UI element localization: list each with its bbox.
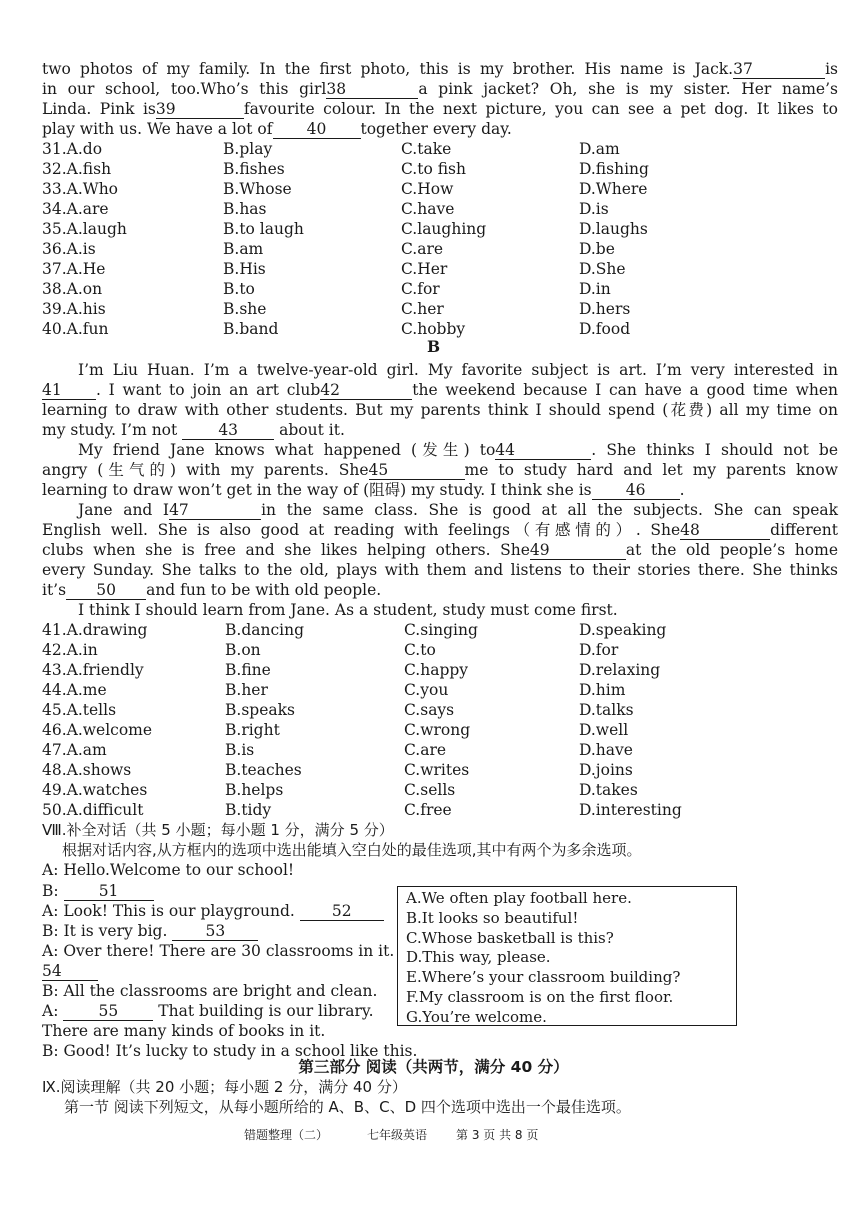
text: angry (生气的) with my parents. She	[42, 461, 369, 479]
passage-b-line-13: I think I should learn from Jane. As a student, study must come first.	[78, 601, 618, 619]
option-c[interactable]: C.How	[401, 180, 454, 198]
option-b[interactable]: B.right	[225, 721, 280, 739]
option-b[interactable]: B.fishes	[223, 160, 285, 178]
option-d[interactable]: D.relaxing	[579, 661, 661, 679]
text: in the same class. She is good at all the subjects. She can speak	[261, 501, 838, 519]
blank-41[interactable]: 41	[42, 382, 96, 400]
part-3-title: 第三部分 阅读（共两节，满分 40 分）	[298, 1058, 569, 1076]
passage-b-line-1: I’m Liu Huan. I’m a twelve-year-old girl. My favorite subject is art. I’m very interested in	[78, 361, 838, 379]
option-c[interactable]: C.are	[404, 741, 447, 759]
text: My friend Jane knows what happened (发生) to	[78, 441, 496, 459]
passage-b-line-5	[42, 440, 838, 460]
option-d[interactable]: D.for	[579, 641, 619, 659]
box-option-d[interactable]: D.This way, please.	[406, 948, 551, 967]
blank-38[interactable]: 38	[326, 81, 418, 99]
passage-a-line-2	[42, 79, 838, 99]
passage-b-line-11: every Sunday. She talks to the old, plays with them and listens to their stories there. She thinks	[42, 561, 838, 579]
option-a[interactable]: 33.A.Who	[42, 180, 119, 198]
text: different	[770, 521, 838, 539]
text: learning to draw won’t get in the way of (阻碍) my study. I think she is	[42, 481, 592, 499]
option-row-33	[42, 179, 838, 199]
box-option-e[interactable]: E.Where’s your classroom building?	[406, 968, 681, 987]
option-a[interactable]: 43.A.friendly	[42, 661, 144, 679]
option-row-48	[42, 760, 838, 780]
option-row-41	[42, 620, 838, 640]
text: Jane and I	[78, 501, 170, 519]
option-c[interactable]: C.sells	[404, 781, 456, 799]
blank-52[interactable]: 52	[300, 903, 384, 921]
option-b[interactable]: B.Whose	[223, 180, 292, 198]
box-option-g[interactable]: G.You’re welcome.	[406, 1007, 547, 1026]
option-c[interactable]: C.have	[401, 200, 455, 218]
text: .	[679, 481, 685, 499]
option-row-34	[42, 199, 838, 219]
text: my study. I’m not	[42, 421, 178, 439]
text: the weekend because I can have a good time when	[412, 381, 838, 399]
option-c[interactable]: C.to	[404, 641, 436, 659]
footer-left: 错题整理（二）	[244, 1128, 329, 1142]
option-b[interactable]: B.play	[223, 140, 273, 158]
blank-45[interactable]: 45	[369, 462, 465, 480]
passage-b-line-12	[42, 580, 838, 600]
option-d[interactable]: D.laughs	[579, 220, 648, 238]
option-c[interactable]: C.laughing	[401, 220, 487, 238]
text: English well. She is also good at reading with feelings（有感情的）. She	[42, 521, 681, 539]
options-box	[397, 886, 737, 1026]
option-row-31	[42, 139, 838, 159]
option-c[interactable]: C.wrong	[404, 721, 471, 739]
passage-b-line-7	[42, 480, 838, 500]
option-a[interactable]: 35.A.laugh	[42, 220, 127, 238]
blank-49[interactable]: 49	[530, 542, 626, 560]
option-c[interactable]: C.singing	[404, 621, 478, 639]
option-d[interactable]: D.am	[579, 140, 620, 158]
option-d[interactable]: D.takes	[579, 781, 638, 799]
option-a[interactable]: 49.A.watches	[42, 781, 148, 799]
text: That building is our library.	[158, 1002, 374, 1020]
option-row-50	[42, 800, 838, 820]
option-a[interactable]: 50.A.difficult	[42, 801, 144, 819]
text: two photos of my family. In the first photo, this is my brother. His name is Jack.	[42, 60, 734, 78]
option-b[interactable]: B.dancing	[225, 621, 305, 639]
blank-47[interactable]: 47	[169, 502, 261, 520]
footer-page-number: 第 3 页 共 8 页	[456, 1128, 539, 1142]
text: clubs when she is free and she likes helping others. She	[42, 541, 530, 559]
dialogue-line-10: B: Good! It’s lucky to study in a school like this.	[42, 1042, 418, 1060]
text: a pink jacket? Oh, she is my sister. Her name’s	[418, 80, 838, 98]
option-b[interactable]: B.is	[225, 741, 255, 759]
option-a[interactable]: 32.A.fish	[42, 160, 112, 178]
blank-37[interactable]: 37	[733, 61, 825, 79]
option-a[interactable]: 46.A.welcome	[42, 721, 153, 739]
option-b[interactable]: B.helps	[225, 781, 284, 799]
option-d[interactable]: D.be	[579, 240, 615, 258]
option-b[interactable]: B.to laugh	[223, 220, 304, 238]
text: . She thinks I should not be	[591, 441, 839, 459]
option-a[interactable]: 36.A.is	[42, 240, 96, 258]
blank-40[interactable]: 40	[273, 121, 361, 139]
text: B: It is very big.	[42, 922, 168, 940]
option-d[interactable]: D.hers	[579, 300, 631, 318]
option-a[interactable]: 48.A.shows	[42, 761, 132, 779]
option-b[interactable]: B.to	[223, 280, 255, 298]
dialogue-line-7: B: All the classrooms are bright and clean.	[42, 982, 378, 1000]
option-row-44	[42, 680, 838, 700]
option-c[interactable]: C.writes	[404, 761, 470, 779]
option-c[interactable]: C.free	[404, 801, 452, 819]
option-d[interactable]: D.interesting	[579, 801, 682, 819]
box-option-c[interactable]: C.Whose basketball is this?	[406, 928, 614, 947]
option-row-42	[42, 640, 838, 660]
text: . I want to join an art club	[96, 381, 321, 399]
text: is	[825, 60, 838, 78]
option-d[interactable]: D.Where	[579, 180, 648, 198]
passage-b-line-4	[42, 420, 838, 440]
option-a[interactable]: 41.A.drawing	[42, 621, 148, 639]
text: me to study hard and let my parents know	[464, 461, 838, 479]
option-d[interactable]: D.joins	[579, 761, 633, 779]
option-c[interactable]: C.to fish	[401, 160, 466, 178]
option-c[interactable]: C.hobby	[401, 320, 466, 338]
text: play with us. We have a lot of	[42, 120, 273, 138]
text: and fun to be with old people.	[146, 581, 382, 599]
option-b[interactable]: B.speaks	[225, 701, 295, 719]
blank-46[interactable]: 46	[592, 482, 680, 500]
option-row-39	[42, 299, 838, 319]
option-b[interactable]: B.am	[223, 240, 264, 258]
passage-b-line-10	[42, 540, 838, 560]
option-c[interactable]: C.take	[401, 140, 452, 158]
blank-53[interactable]: 53	[172, 923, 258, 941]
passage-a-line-1	[42, 59, 838, 79]
option-d[interactable]: D.is	[579, 200, 609, 218]
option-row-37	[42, 259, 838, 279]
text: at the old people’s home	[625, 541, 838, 559]
box-option-b[interactable]: B.It looks so beautiful!	[406, 908, 579, 927]
option-b[interactable]: B.band	[223, 320, 279, 338]
passage-b-line-6	[42, 460, 838, 480]
option-c[interactable]: C.her	[401, 300, 444, 318]
blank-51[interactable]: 51	[64, 883, 154, 901]
blank-48[interactable]: 48	[680, 522, 770, 540]
option-row-35	[42, 219, 838, 239]
option-row-46	[42, 720, 838, 740]
option-a[interactable]: 38.A.on	[42, 280, 103, 298]
option-d[interactable]: D.speaking	[579, 621, 667, 639]
option-row-45	[42, 700, 838, 720]
option-b[interactable]: B.on	[225, 641, 261, 659]
section-b-title: B	[426, 337, 441, 356]
box-option-a[interactable]: A.We often play football here.	[406, 889, 632, 907]
passage-b-line-8	[42, 500, 838, 520]
option-d[interactable]: D.have	[579, 741, 633, 759]
dialogue-line-1: A: Hello.Welcome to our school!	[42, 861, 295, 879]
option-a[interactable]: 39.A.his	[42, 300, 106, 318]
option-c[interactable]: C.are	[401, 240, 444, 258]
passage-a-line-3	[42, 99, 838, 119]
passage-b-line-3: learning to draw with other students. But my parents think I should spend (花费) all my time on	[42, 401, 838, 419]
option-row-32	[42, 159, 838, 179]
option-b[interactable]: B.has	[223, 200, 267, 218]
option-b[interactable]: B.fine	[225, 661, 271, 679]
blank-50[interactable]: 50	[66, 582, 146, 600]
option-d[interactable]: D.She	[579, 260, 626, 278]
passage-b-line-2	[42, 380, 838, 400]
option-b[interactable]: B.teaches	[225, 761, 302, 779]
option-row-40	[42, 319, 838, 339]
option-d[interactable]: D.fishing	[579, 160, 649, 178]
option-a[interactable]: 34.A.are	[42, 200, 109, 218]
option-row-49	[42, 780, 838, 800]
option-d[interactable]: D.in	[579, 280, 611, 298]
option-c[interactable]: C.Her	[401, 260, 448, 278]
option-b[interactable]: B.His	[223, 260, 266, 278]
section-8-heading: Ⅸ.阅读理解（共 20 小题；每小题 2 分，满分 40 分）	[42, 1078, 407, 1096]
option-a[interactable]: 31.A.do	[42, 140, 103, 158]
text: A:	[42, 1002, 59, 1020]
text: B:	[42, 882, 59, 900]
blank-42[interactable]: 42	[320, 382, 412, 400]
text: together every day.	[360, 120, 512, 138]
text: favourite colour. In the next picture, you can see a pet dog. It likes to	[243, 100, 838, 118]
option-b[interactable]: B.her	[225, 681, 268, 699]
option-row-38	[42, 279, 838, 299]
option-c[interactable]: C.you	[404, 681, 449, 699]
option-a[interactable]: 45.A.tells	[42, 701, 117, 719]
text: A: Look! This is our playground.	[42, 902, 295, 920]
option-a[interactable]: 40.A.fun	[42, 320, 109, 338]
blank-44[interactable]: 44	[495, 442, 591, 460]
option-b[interactable]: B.tidy	[225, 801, 272, 819]
section-7-heading: Ⅷ.补全对话（共 5 小题；每小题 1 分，满分 5 分）	[42, 821, 394, 839]
passage-a-line-4	[42, 119, 838, 139]
blank-43[interactable]: 43	[182, 422, 274, 440]
option-b[interactable]: B.she	[223, 300, 267, 318]
option-d[interactable]: D.talks	[579, 701, 634, 719]
footer-subject: 七年级英语	[367, 1128, 428, 1142]
text: about it.	[279, 421, 345, 439]
option-row-36	[42, 239, 838, 259]
option-a[interactable]: 42.A.in	[42, 641, 98, 659]
passage-b-line-9	[42, 520, 838, 540]
option-row-43	[42, 660, 838, 680]
box-option-f[interactable]: F.My classroom is on the first floor.	[406, 987, 674, 1006]
text: in our school, too.Who’s this girl	[42, 80, 327, 98]
blank-39[interactable]: 39	[156, 101, 244, 119]
option-d[interactable]: D.well	[579, 721, 629, 739]
option-c[interactable]: C.happy	[404, 661, 469, 679]
dialogue-line-5: A: Over there! There are 30 classrooms in it.	[42, 942, 395, 960]
blank-55[interactable]: 55	[63, 1003, 153, 1021]
option-d[interactable]: D.food	[579, 320, 631, 338]
text: Linda. Pink is	[42, 100, 156, 118]
blank-54[interactable]: 54	[42, 963, 98, 981]
text: it’s	[42, 581, 67, 599]
option-a[interactable]: 37.A.He	[42, 260, 106, 278]
option-row-47	[42, 740, 838, 760]
dialogue-line-9: There are many kinds of books in it.	[42, 1022, 326, 1040]
option-c[interactable]: C.for	[401, 280, 440, 298]
section-7-instruction: 根据对话内容,从方框内的选项中选出能填入空白处的最佳选项,其中有两个为多余选项。	[62, 841, 642, 859]
option-a[interactable]: 47.A.am	[42, 741, 107, 759]
option-a[interactable]: 44.A.me	[42, 681, 107, 699]
section-8-instruction: 第一节 阅读下列短文，从每小题所给的 A、B、C、D 四个选项中选出一个最佳选项。	[64, 1098, 631, 1116]
option-d[interactable]: D.him	[579, 681, 626, 699]
option-c[interactable]: C.says	[404, 701, 455, 719]
